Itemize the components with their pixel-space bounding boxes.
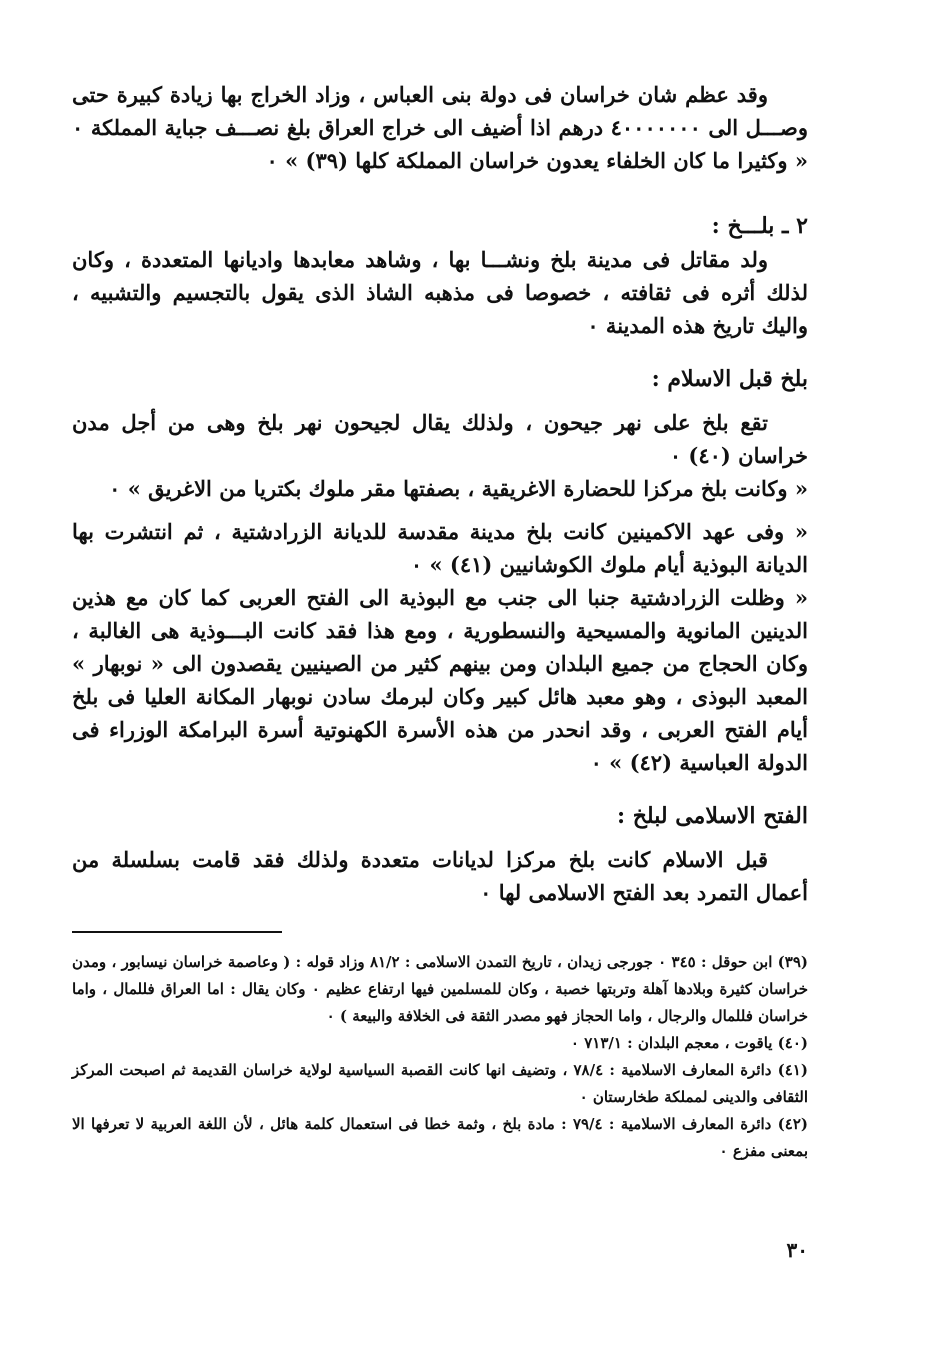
paragraph-zoroastrianism-buddhism: « وظلت الزرادشتية جنبا الى جنب مع البوذية الى الفتح العربى كما كان مع هذين الدينين المانوية والمسيحية والنسطورية ، ومع هذا فقد كانت البـــوذية هى الغالبة ، وكان الحجاج من جميع البلدان ومن بينهم كثير من الصينيين يقصدون الى « نوبهار » المعبد البوذى ، وهو معبد هائل كبير وكان لبرمك سادن نوبهار المكانة العليا فى بلخ أيام الفتح العربى ، وقد انحدر من هذه الأسرة الكهنوتية أسرة البرامكة الوزراء فى الدولة العباسية (٤٢) » ٠ (72, 585, 808, 775)
paragraph-greek-civilization: « وكانت بلخ مركزا للحضارة الاغريقية ، بصفتها مقر ملوك بكتريا من الاغريق » ٠ (109, 476, 808, 501)
spacer (72, 342, 808, 362)
spacer (72, 833, 808, 843)
spacer (72, 779, 808, 799)
page-body (72, 78, 808, 1366)
spacer (72, 177, 808, 209)
spacer (72, 396, 808, 406)
footnote-separator-wrap (72, 909, 808, 949)
spacer (72, 505, 808, 515)
page-number: ٣٠ (786, 1238, 808, 1262)
footnote-40: (٤٠) ياقوت ، معجم البلدان : ٧١٣/١ ٠ (570, 1034, 808, 1052)
paragraph-khorasan: وقد عظم شان خراسان فى دولة بنى العباس ، وزاد الخراج بها زيادة كبيرة حتى وصـــل الى ٤٠٠٠٠٠٠٠ درهم اذا أضيف الى خراج العراق بلغ نصـــف جباية المملكة ٠ « وكثيرا ما كان الخلفاء يعدون خراسان المملكة كلها (٣٩) » ٠ (72, 82, 808, 173)
footnote-separator (72, 931, 282, 933)
paragraph-rebellions: قبل الاسلام كانت بلخ مركزا لديانات متعددة ولذلك فقد قامت بسلسلة من أعمال التمرد بعد الفتح الاسلامى لها ٠ (72, 847, 808, 905)
section-heading-islamic-conquest: الفتح الاسلامى لبلخ : (616, 803, 808, 829)
section-heading-balkh-before-islam: بلخ قبل الاسلام : (651, 366, 808, 392)
section-heading-balkh: ٢ ـ بلـــخ : (711, 213, 808, 239)
paragraph-balkh-location: تقع بلخ على نهر جيحون ، ولذلك يقال لجيحون نهر بلخ وهى من أجل مدن خراسان (٤٠) ٠ (72, 410, 808, 468)
paragraph-achaemenid-era: « وفى عهد الاكمينين كانت بلخ مدينة مقدسة للديانة الزرادشتية ، ثم انتشرت بها الديانة البوذية أيام ملوك الكوشانيين (٤١) » ٠ (72, 519, 808, 577)
footnote-42: (٤٢) دائرة المعارف الاسلامية : ٧٩/٤ : مادة بلخ ، وثمة خطا فى استعمال كلمة هائل ، لأن اللغة العربية لا تعرفها الا بمعنى مفزع ٠ (72, 1115, 808, 1160)
footnote-39: (٣٩) ابن حوقل : ٣٤٥ ٠ جورجى زيدان ، تاريخ التمدن الاسلامى : ٨١/٢ وزاد قوله : ( وعاصمة خراسان نيسابور ، ومدن خراسان كثيرة وبلادها آهلة وتربتها خصبة ، وكان للمسلمين فيها ارتفاع عظيم ٠ وكان يقال : اما العراق فللمال ، واما خراسان فللمال والرجال ، واما الحجاز فهو مصدر الثقة فى الخلافة والبيعة ) ٠ (72, 953, 808, 1025)
paragraph-muqatil-birth: ولد مقاتل فى مدينة بلخ ونشـــا بها ، وشاهد معابدها واديانها المتعددة ، وكان لذلك أثره فى ثقافته ، خصوصا فى مذهبه الشاذ الذى يقول بالتجسيم والتشبيه ، واليك تاريخ هذه المدينة ٠ (72, 247, 808, 338)
footnote-41: (٤١) دائرة المعارف الاسلامية : ٧٨/٤ ، وتضيف انها كانت القصبة السياسية لولاية خراسان القديمة ثم اصبحت المركز الثقافى والدينى لمملكة طخارستان ٠ (72, 1061, 808, 1106)
